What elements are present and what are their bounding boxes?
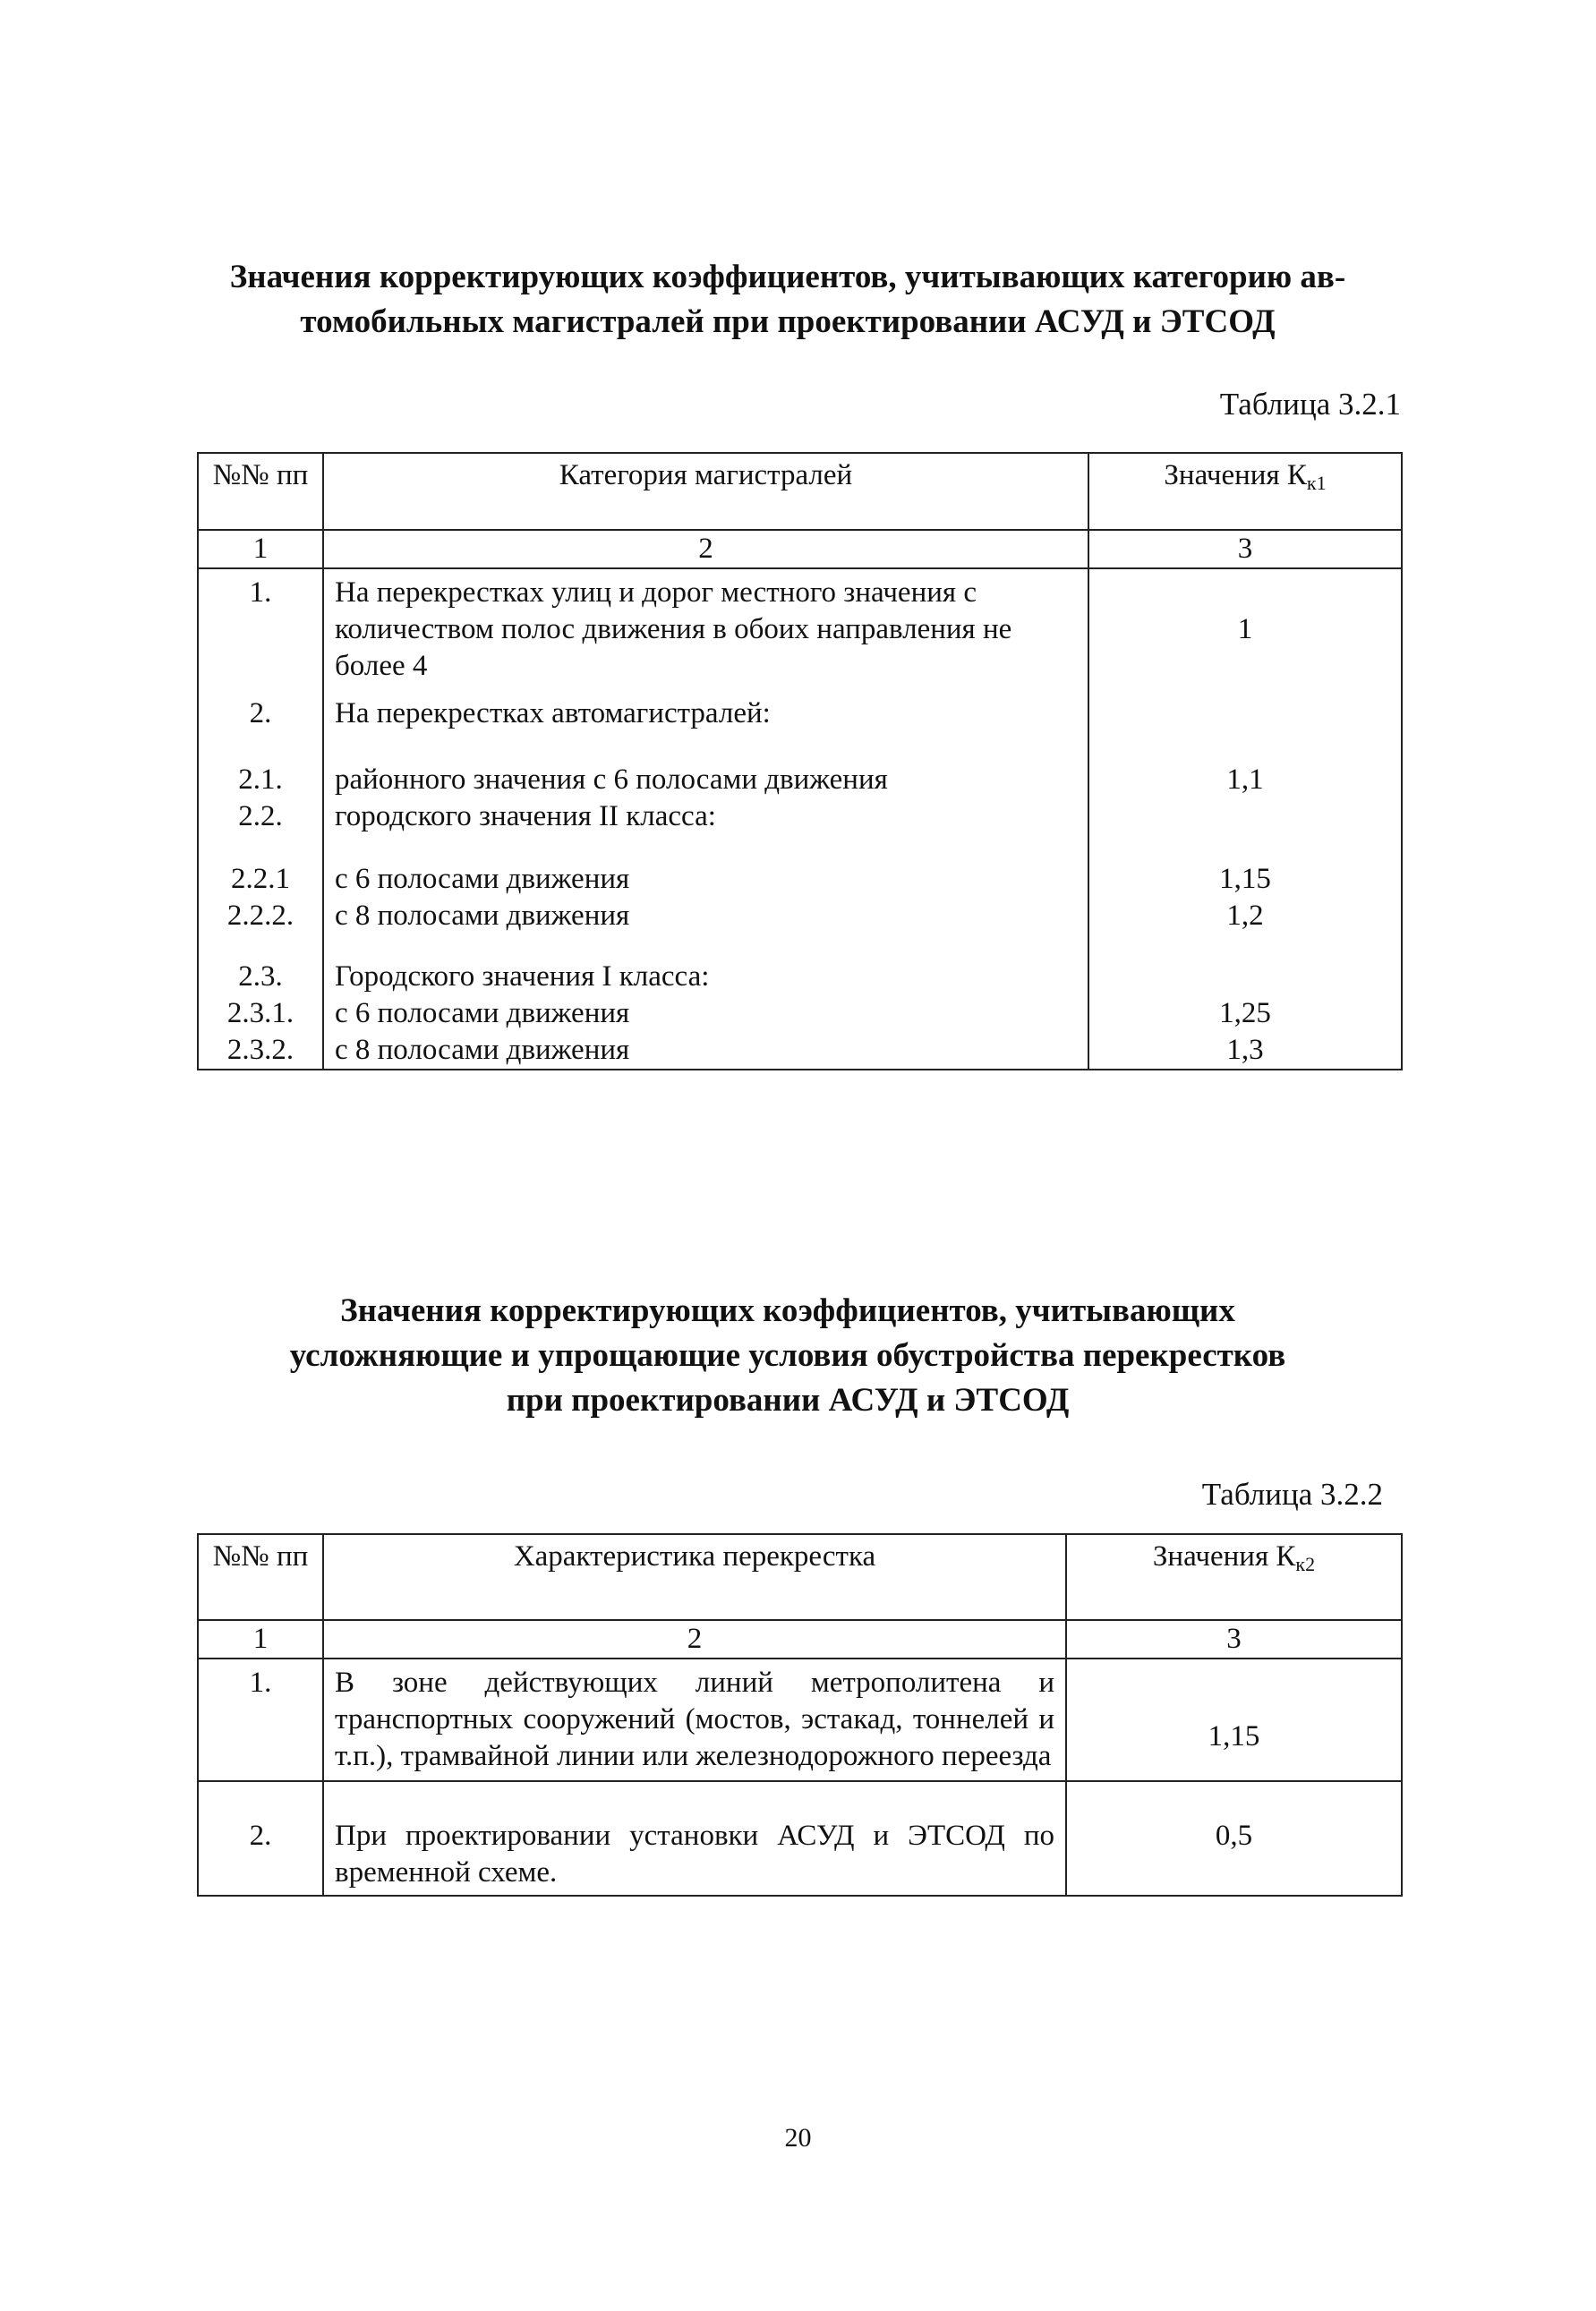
row-number: 1. bbox=[198, 568, 323, 686]
table-row bbox=[198, 568, 1402, 686]
row-number: 2.2.2. bbox=[198, 898, 323, 959]
column-header-characteristic: Характеристика перекрестка bbox=[323, 1534, 1066, 1620]
column-header-num: №№ пп bbox=[198, 453, 323, 530]
column-header-num: №№ пп bbox=[198, 1534, 323, 1620]
value-header-subscript: к1 bbox=[1306, 472, 1327, 494]
section2-heading-line: Значения корректирующих коэффициентов, учитывающих bbox=[340, 1292, 1235, 1329]
table2-header-row bbox=[198, 1534, 1402, 1620]
row-text: Городского значения I класса: bbox=[323, 959, 1088, 995]
row-number: 2.3.1. bbox=[198, 995, 323, 1032]
coefficients-table-2 bbox=[197, 1533, 1403, 1897]
row-number: 2.3. bbox=[198, 959, 323, 995]
table-row bbox=[198, 798, 1402, 854]
table-row bbox=[198, 898, 1402, 959]
column-number: 2 bbox=[323, 1620, 1066, 1659]
row-number: 2.3.2. bbox=[198, 1032, 323, 1070]
column-number: 1 bbox=[198, 1620, 323, 1659]
coefficients-table-1 bbox=[197, 452, 1403, 1070]
row-number: 2.1. bbox=[198, 762, 323, 798]
section1-heading-line: томобильных магистралей при проектировании АСУД и ЭТСОД bbox=[300, 303, 1276, 340]
row-value: 1,1 bbox=[1088, 762, 1402, 798]
table-row bbox=[198, 995, 1402, 1032]
value-header-text: Значения К bbox=[1164, 459, 1307, 491]
row-text: На перекрестках автомагистралей: bbox=[323, 686, 1088, 762]
column-number: 2 bbox=[323, 530, 1088, 568]
row-text: городского значения II класса: bbox=[323, 798, 1088, 854]
row-text: с 8 полосами движения bbox=[323, 898, 1088, 959]
value-header-subscript: к2 bbox=[1295, 1553, 1316, 1575]
table1-header-row bbox=[198, 453, 1402, 530]
table-row bbox=[198, 959, 1402, 995]
row-value: 1 bbox=[1088, 568, 1402, 686]
table1-label: Таблица 3.2.1 bbox=[1219, 387, 1401, 422]
page-number: 20 bbox=[784, 2123, 812, 2153]
row-value bbox=[1088, 798, 1402, 854]
row-text: районного значения с 6 полосами движения bbox=[323, 762, 1088, 798]
row-text: При проектировании установки АСУД и ЭТСОД по временной схеме. bbox=[323, 1781, 1066, 1896]
row-value bbox=[1088, 686, 1402, 762]
row-value: 1,15 bbox=[1066, 1659, 1402, 1781]
table-row bbox=[198, 762, 1402, 798]
row-value: 1,25 bbox=[1088, 995, 1402, 1032]
table-row bbox=[198, 854, 1402, 898]
row-text: На перекрестках улиц и дорог местного значения с количеством полос движения в обоих направления не более 4 bbox=[323, 568, 1088, 686]
row-number: 2. bbox=[198, 1781, 323, 1896]
row-value: 0,5 bbox=[1066, 1781, 1402, 1896]
column-header-category: Категория магистралей bbox=[323, 453, 1088, 530]
row-text: В зоне действующих линий метрополитена и транспортных сооружений (мостов, эстакад, тоннелей и т.п.), трамвайной линии или железнодорожного переезда bbox=[323, 1659, 1066, 1781]
column-number: 3 bbox=[1066, 1620, 1402, 1659]
section1-heading-line: Значения корректирующих коэффициентов, учитывающих категорию ав- bbox=[229, 259, 1346, 295]
column-header-value bbox=[1088, 453, 1402, 530]
row-text: с 6 полосами движения bbox=[323, 854, 1088, 898]
section2-heading bbox=[161, 1289, 1414, 1423]
table-row bbox=[198, 686, 1402, 762]
row-value bbox=[1088, 959, 1402, 995]
table-row bbox=[198, 1659, 1402, 1781]
row-number: 2.2. bbox=[198, 798, 323, 854]
table1-column-numbers-row bbox=[198, 530, 1402, 568]
row-number: 2.2.1 bbox=[198, 854, 323, 898]
section2-heading-line: усложняющие и упрощающие условия обустройства перекрестков bbox=[289, 1337, 1286, 1374]
table2-label: Таблица 3.2.2 bbox=[1201, 1477, 1383, 1512]
column-header-value bbox=[1066, 1534, 1402, 1620]
row-text: с 8 полосами движения bbox=[323, 1032, 1088, 1070]
row-number: 1. bbox=[198, 1659, 323, 1781]
row-text: с 6 полосами движения bbox=[323, 995, 1088, 1032]
table-row bbox=[198, 1781, 1402, 1896]
row-value: 1,3 bbox=[1088, 1032, 1402, 1070]
column-number: 3 bbox=[1088, 530, 1402, 568]
section1-heading bbox=[161, 255, 1414, 345]
row-value: 1,15 bbox=[1088, 854, 1402, 898]
table2-column-numbers-row bbox=[198, 1620, 1402, 1659]
column-number: 1 bbox=[198, 530, 323, 568]
table-row bbox=[198, 1032, 1402, 1070]
row-number: 2. bbox=[198, 686, 323, 762]
row-value: 1,2 bbox=[1088, 898, 1402, 959]
section2-heading-line: при проектировании АСУД и ЭТСОД bbox=[506, 1382, 1070, 1419]
value-header-text: Значения К bbox=[1152, 1540, 1296, 1573]
